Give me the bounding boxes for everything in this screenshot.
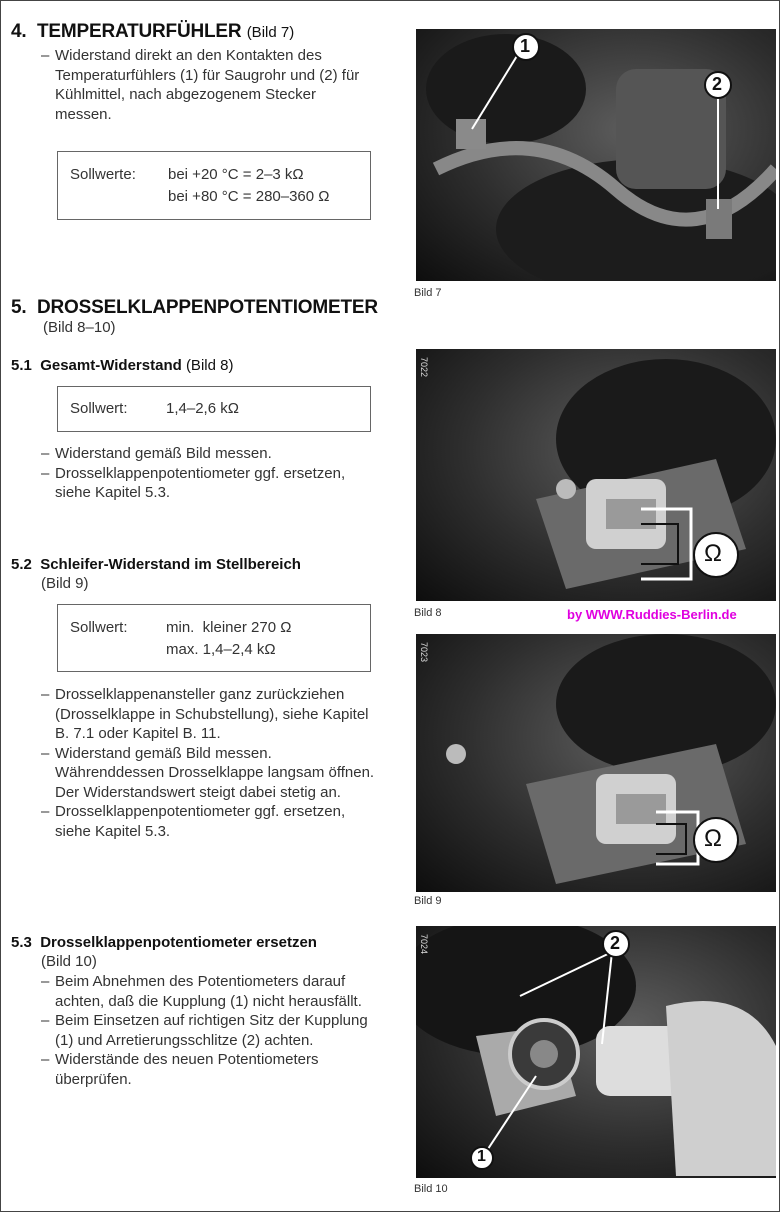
spec-value: bei +20 °C = 2–3 kΩ <box>168 166 304 183</box>
caption-bild-7: Bild 7 <box>414 287 442 299</box>
figure-reference: (Bild 10) <box>41 953 97 970</box>
list-item: – Widerstand gemäß Bild messen. <box>41 444 376 464</box>
section-number: 5. <box>11 297 27 318</box>
heading-section-5-3 <box>11 933 317 952</box>
list-item: – Drosselklappenansteller ganz zurückziehen (Drosselklappe in Schubstellung), siehe Kapitel B. 7.1 oder Kapitel B. 11. <box>41 685 381 744</box>
callout-1: 1 <box>477 1148 486 1165</box>
heading-section-5-2 <box>11 555 301 574</box>
caption-bild-8: Bild 8 <box>414 607 442 619</box>
figure-reference: (Bild 8) <box>185 357 234 374</box>
spec-label: Sollwert: <box>70 400 128 417</box>
spec-value: max. 1,4–2,4 kΩ <box>166 641 276 658</box>
caption-bild-10: Bild 10 <box>414 1183 448 1195</box>
section-number: 5.1 <box>11 357 32 374</box>
section-title: TEMPERATURFÜHLER <box>37 21 242 42</box>
side-code: 7022 <box>419 357 429 378</box>
heading-section-5-1 <box>11 356 233 375</box>
figure-reference: (Bild 7) <box>246 24 295 41</box>
heading-section-5 <box>11 297 378 319</box>
list-item: – Widerstand gemäß Bild messen. Währenddessen Drosselklappe langsam öffnen. Der Widerstandswert steigt dabei stetig an. <box>41 744 381 803</box>
heading-section-4 <box>11 21 294 44</box>
section-title: Gesamt-Widerstand <box>40 357 182 374</box>
section-title: Drosselklappenpotentiometer ersetzen <box>40 934 317 951</box>
list-item: – Drosselklappenpotentiometer ggf. ersetzen, siehe Kapitel 5.3. <box>41 464 376 503</box>
spec-box-temperature <box>57 151 371 220</box>
section-4-list <box>41 46 376 124</box>
spec-label: Sollwerte: <box>70 166 136 183</box>
caption-bild-9: Bild 9 <box>414 895 442 907</box>
spec-box-wiper-resistance <box>57 604 371 672</box>
section-title: DROSSELKLAPPENPOTENTIOMETER <box>37 297 378 318</box>
section-number: 5.3 <box>11 934 32 951</box>
spec-value: min. kleiner 270 Ω <box>166 619 292 636</box>
watermark: by WWW.Ruddies-Berlin.de <box>567 607 737 622</box>
list-item: – Beim Einsetzen auf richtigen Sitz der Kupplung (1) und Arretierungsschlitze (2) achten. <box>41 1011 381 1050</box>
side-code: 7023 <box>419 642 429 663</box>
ohm-symbol: Ω <box>704 825 722 852</box>
callout-2: 2 <box>610 933 621 953</box>
section-5-1-list <box>41 444 376 503</box>
photo-bild-10 <box>416 926 776 1178</box>
side-code: 7024 <box>419 934 429 955</box>
list-item: – Widerstände des neuen Potentiometers überprüfen. <box>41 1050 381 1089</box>
ohm-symbol: Ω <box>704 540 722 567</box>
callout-1: 1 <box>520 36 531 56</box>
section-title: Schleifer-Widerstand im Stellbereich <box>40 556 301 573</box>
photo-bild-9 <box>416 634 776 892</box>
callout-2: 2 <box>712 74 723 94</box>
list-item: – Widerstand direkt an den Kontakten des Temperaturfühlers (1) für Saugrohr und (2) für Kühlmittel, nach abgezogenem Stecker messen. <box>41 46 376 124</box>
section-5-2-list <box>41 685 381 841</box>
photo-bild-8 <box>416 349 776 601</box>
section-number: 4. <box>11 21 27 42</box>
list-item: – Beim Abnehmen des Potentiometers darauf achten, daß die Kupplung (1) nicht herausfällt. <box>41 972 381 1011</box>
spec-value: bei +80 °C = 280–360 Ω <box>168 188 330 205</box>
section-5-3-list <box>41 972 381 1089</box>
spec-label: Sollwert: <box>70 619 128 636</box>
section-number: 5.2 <box>11 556 32 573</box>
figure-reference: (Bild 9) <box>41 575 89 592</box>
spec-value: 1,4–2,6 kΩ <box>166 400 239 417</box>
list-item: – Drosselklappenpotentiometer ggf. ersetzen, siehe Kapitel 5.3. <box>41 802 381 841</box>
photo-bild-7 <box>416 29 776 281</box>
spec-box-total-resistance <box>57 386 371 432</box>
figure-reference: (Bild 8–10) <box>43 319 116 336</box>
